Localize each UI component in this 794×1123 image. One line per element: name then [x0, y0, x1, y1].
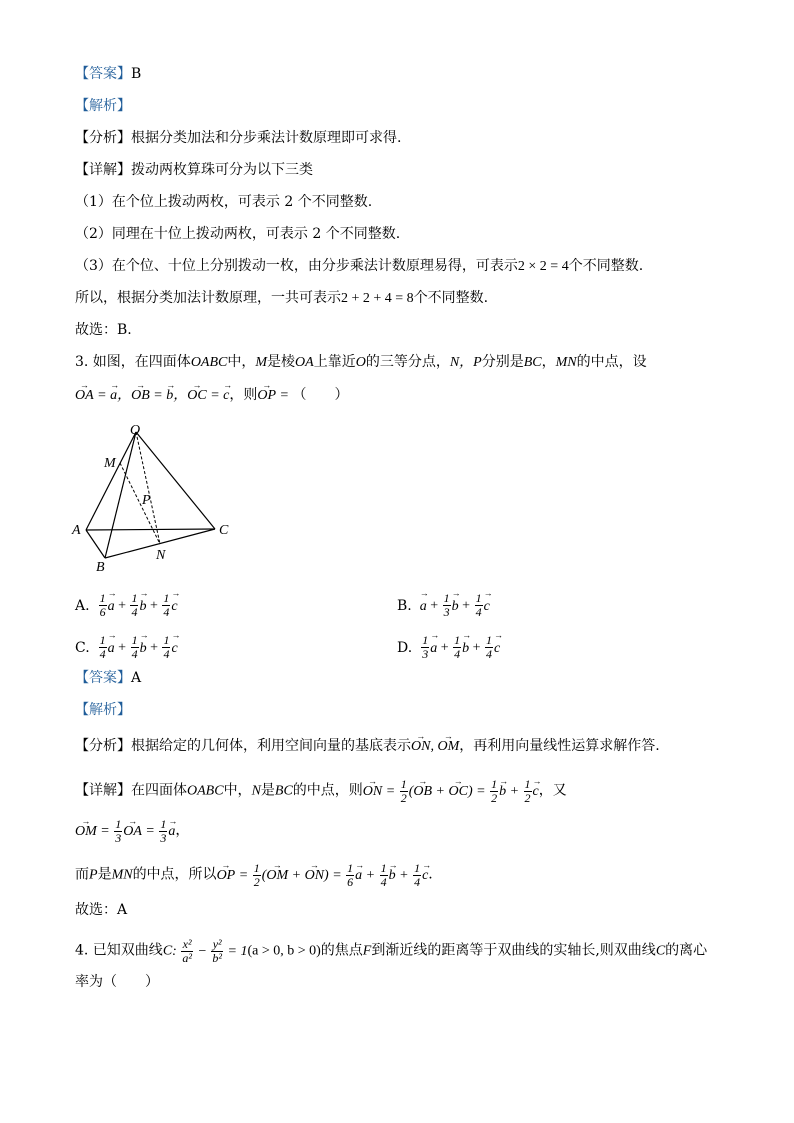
option-coef: $\frac{1}{3}$ — [443, 591, 450, 619]
q3-answer-tag: 【答案】 — [75, 670, 131, 686]
case-3 — [75, 256, 643, 277]
option-vector-c: → c — [171, 641, 177, 657]
edge-oa — [86, 432, 136, 530]
label-b: B — [96, 560, 105, 575]
q3-and-line: 而P是MN的中点，所以→ OP = $\frac{1}{2}$ (→ OM + → ON) = $\frac{1}{6}$ → a + $\frac{1}{4}$ → b + $\frac{1}{4}$ → c. — [75, 862, 433, 889]
q4-c: C — [162, 943, 173, 959]
option-coef: $\frac{1}{4}$ — [163, 591, 170, 619]
q4-equation: : $\frac{\text{x²}}{\text{a²}}$ − $\frac{\text{y²}}{\text{b²}}$ = 1 — [172, 937, 248, 965]
fenxi-line — [75, 128, 401, 148]
option-vector-b: → b — [140, 641, 147, 657]
option-letter: D. — [397, 639, 413, 656]
option-vector-c: → c — [171, 599, 177, 615]
q4-cond: (a > 0, b > 0) — [247, 943, 321, 959]
option-coef: $\frac{1}{4}$ — [131, 633, 138, 661]
tetrahedron-figure — [70, 420, 240, 575]
q3-detail-bc: BC — [274, 783, 293, 799]
option-vector-c: → c — [484, 599, 490, 615]
q4-stem — [75, 938, 707, 965]
q4-stem-2: 率为（ ） — [75, 974, 159, 990]
option-vector-b: → b — [452, 599, 459, 615]
option-coef: $\frac{1}{4}$ — [99, 633, 106, 661]
q3-and-mn: MN — [111, 867, 133, 883]
option-coef: $\frac{1}{4}$ — [163, 633, 170, 661]
q3-analysis-line — [75, 700, 131, 720]
label-a: A — [72, 523, 81, 538]
option-vector-a: → a — [108, 599, 115, 615]
q3-fenxi-line — [75, 736, 660, 757]
q4-c2: C — [655, 943, 666, 959]
q3-choose: 故选：A — [75, 902, 128, 918]
q3-eq-om: → OM = $\frac{1}{3}$ → OA = $\frac{1}{3}$ → a， — [75, 818, 189, 845]
label-m: M — [104, 456, 116, 471]
label-o: O — [130, 423, 141, 438]
sum-tail: 个不同整数. — [413, 290, 489, 306]
q3-stem-a: 3. 如图，在四面体 — [75, 354, 191, 370]
case-3-text: （3）在个位、十位上分别拨动一枚，由分步乘法计数原理易得，可表示 — [75, 258, 518, 274]
analysis-line — [75, 96, 131, 116]
q3-detail-a: 在四面体 — [131, 782, 187, 799]
choose-line: 故选：B. — [75, 322, 132, 338]
q3-detail-oabc: OABC — [187, 783, 224, 799]
q3-mn: MN — [555, 355, 577, 370]
option-c: C. $\frac{1}{4}$ → a + $\frac{1}{4}$ → b + $\frac{1}{4}$ → c — [75, 634, 178, 661]
option-letter: C. — [75, 639, 90, 656]
option-vector-b: → b — [139, 599, 146, 615]
edge-ob — [105, 432, 136, 558]
segment-on — [136, 432, 160, 544]
q3-detail-line — [75, 778, 567, 805]
case-1: （1）在个位上拨动两枚，可表示 2 个不同整数. — [75, 194, 373, 210]
edge-ab — [86, 530, 105, 558]
q3-stem-f: 分别是 — [481, 354, 524, 370]
answer-line — [75, 64, 141, 84]
analysis-tag: 【解析】 — [75, 98, 131, 114]
option-vector-b: → b — [462, 641, 469, 657]
case-2: （2）同理在十位上拨动两枚，可表示 2 个不同整数. — [75, 226, 401, 242]
option-b: B.→ a + $\frac{1}{3}$ → b + $\frac{1}{4}$ → c — [397, 592, 490, 619]
detail-tag: 【详解】 — [75, 162, 131, 178]
q3-and-c: 的中点，所以 — [132, 866, 217, 883]
option-coef: $\frac{1}{6}$ — [99, 591, 106, 619]
option-letter: A. — [75, 597, 90, 614]
detail-line — [75, 160, 313, 180]
option-coef: $\frac{1}{4}$ — [131, 591, 138, 619]
q3-stem: 3. 如图，在四面体OABC中，M是棱OA上靠近O的三等分点，N，P分别是BC，MN的中点，设 — [75, 354, 647, 370]
q3-oabc: OABC — [190, 355, 228, 370]
sum-math: 2 + 2 + 4 = 8 — [341, 291, 414, 306]
q3-fenxi-vecs: → ON, → OM — [411, 739, 459, 754]
q3-stem-e: 的三等分点， — [365, 354, 450, 370]
q3-stem-h: ，则 — [229, 388, 258, 403]
option-coef: $\frac{1}{4}$ — [486, 633, 492, 661]
q3-detail-n: N — [251, 783, 261, 799]
q3-detail-b: 中， — [223, 782, 252, 799]
q3-eq-op: → OP = $\frac{1}{2}$ (→ OM + → ON) = $\frac{1}{6}$ → a + $\frac{1}{4}$ → b + $\frac{1}{4}$ → c — [217, 868, 429, 883]
q3-bc: BC — [523, 355, 542, 370]
q3-o: O — [355, 355, 366, 370]
q3-stem-d: 上靠近 — [313, 354, 356, 370]
q3-m: M — [255, 355, 268, 370]
q3-stem-b: 中， — [227, 354, 256, 370]
q3-answer-line — [75, 668, 141, 688]
q3-detail-c: 是 — [260, 782, 275, 799]
q3-detail-d: 的中点，则 — [292, 782, 363, 799]
fenxi-text: 根据分类加法和分步乘法计数原理即可求得. — [131, 130, 402, 146]
case-3-tail: 个不同整数. — [568, 258, 644, 274]
answer-tag: 【答案】 — [75, 66, 131, 82]
option-coef: $\frac{1}{4}$ — [454, 633, 461, 661]
q3-and-p: P — [89, 867, 98, 883]
label-c: C — [219, 523, 229, 538]
q3-and-a: 而 — [75, 866, 89, 883]
q3-fenxi-text: 根据给定的几何体，利用空间向量的基底表示 — [131, 738, 411, 754]
q3-stem-c: 是棱 — [267, 354, 296, 370]
q3-vectors: → OA = → a，→ OB = → b，→ OC = → c，则→ OP = （ ） — [75, 386, 349, 406]
option-vector-a: → a — [430, 641, 437, 657]
option-vector-c: → c — [494, 641, 500, 657]
q3-detail-e: ，又 — [538, 782, 567, 799]
option-letter: B. — [397, 597, 412, 614]
case-3-math: 2 × 2 = 4 — [517, 259, 569, 274]
q3-paren: （ ） — [292, 388, 349, 403]
option-coef: $\frac{1}{4}$ — [475, 591, 482, 619]
q4-stem-d: 的离心 — [665, 942, 708, 959]
option-vector-a: → a — [108, 641, 115, 657]
detail-text: 拨动两枚算珠可分为以下三类 — [131, 162, 313, 178]
edge-ac — [86, 529, 215, 530]
q3-fenxi-tail: ，再利用向量线性运算求解作答. — [459, 738, 660, 754]
q3-analysis-tag: 【解析】 — [75, 702, 131, 718]
q3-eq-on: → ON = $\frac{1}{2}$ (→ OB + → OC) = $\frac{1}{2}$ → b + $\frac{1}{2}$ → c — [363, 784, 539, 799]
fenxi-tag: 【分析】 — [75, 130, 131, 146]
sum-line — [75, 288, 488, 309]
option-d: D. $\frac{1}{3}$ → a + $\frac{1}{4}$ → b + $\frac{1}{4}$ → c — [397, 634, 500, 661]
q3-answer-value: A — [131, 670, 142, 686]
q3-and-b: 是 — [97, 866, 112, 883]
q3-np: N，P — [449, 355, 482, 370]
q3-detail-tag: 【详解】 — [75, 782, 131, 799]
label-p: P — [142, 493, 151, 508]
q4-stem-a: 4. 已知双曲线 — [75, 942, 163, 959]
sum-text: 所以，根据分类加法计数原理，一共可表示 — [75, 290, 341, 306]
option-coef: $\frac{1}{3}$ — [422, 633, 429, 661]
q3-oa: OA — [295, 355, 314, 370]
answer-value: B — [131, 66, 142, 82]
q4-stem-b: 的焦点 — [320, 942, 363, 959]
option-vector-a: → a — [420, 599, 427, 615]
q4-f: F — [362, 943, 372, 959]
q4-stem-c: 到渐近线的距离等于双曲线的实轴长,则双曲线 — [371, 942, 656, 959]
q3-fenxi-tag: 【分析】 — [75, 738, 131, 754]
option-a: A. $\frac{1}{6}$ → a + $\frac{1}{4}$ → b + $\frac{1}{4}$ → c — [75, 592, 178, 619]
q3-stem-g: 的中点，设 — [576, 354, 647, 370]
label-n: N — [156, 548, 166, 563]
edge-oc — [136, 432, 215, 529]
